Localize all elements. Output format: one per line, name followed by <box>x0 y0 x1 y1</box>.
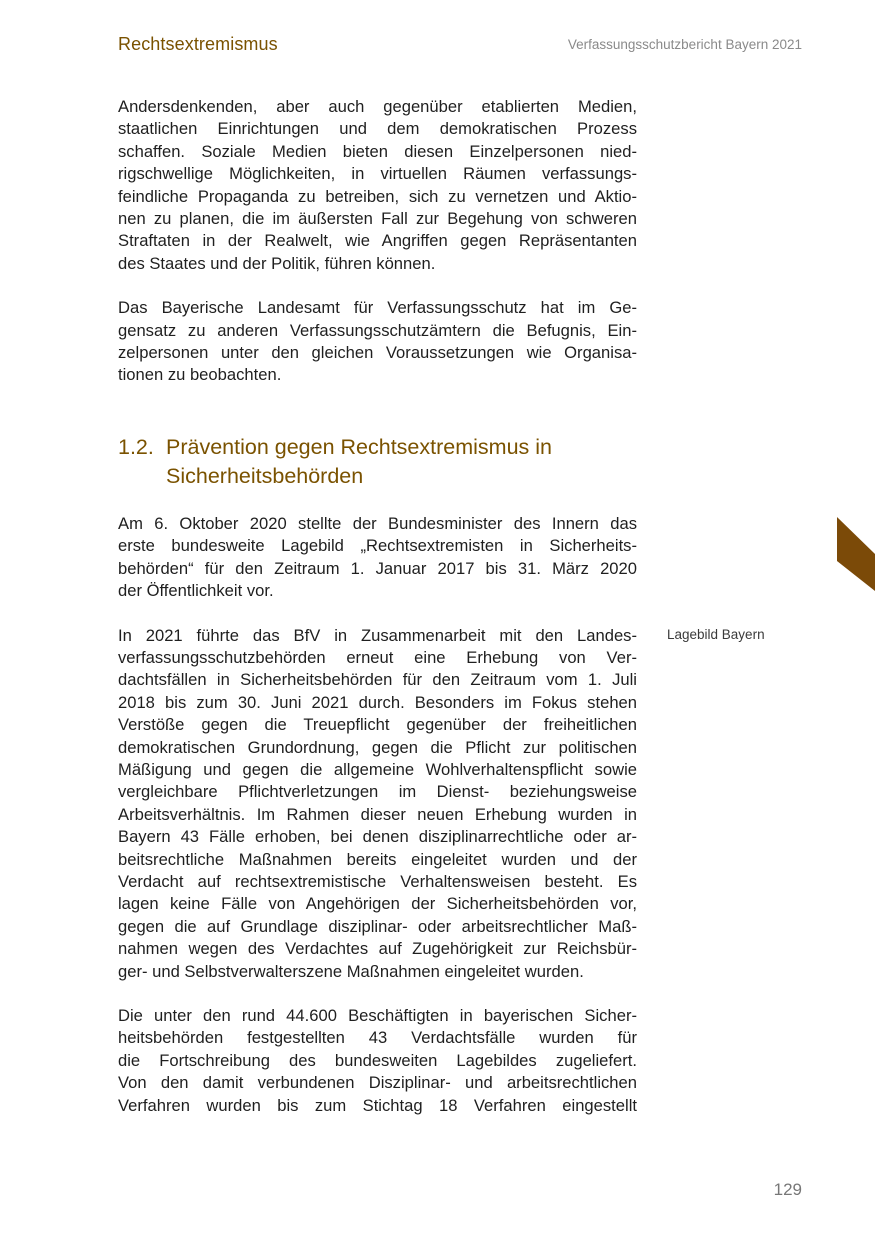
margin-note: Lagebild Bayern <box>667 627 765 642</box>
paragraph-4 <box>118 625 637 984</box>
running-header-chapter: Rechtsextremismus <box>118 34 278 54</box>
text-line: Am 6. Oktober 2020 stellte der Bundesminister des Innern das <box>118 513 637 533</box>
text-line: Bayern 43 Fälle erhoben, bei denen disziplinarrechtliche oder ar- <box>118 827 637 847</box>
section-title-line-2: Sicherheitsbehörden <box>166 463 364 488</box>
text-line: zelpersonen unter den gleichen Voraussetzungen wie Organisa- <box>118 343 637 363</box>
text-line: der Öffentlichkeit vor. <box>118 581 274 601</box>
text-line: Verfahren wurden bis zum Stichtag 18 Verfahren eingestellt <box>118 1095 637 1115</box>
text-line: nahmen wegen des Verdachtes auf Zugehörigkeit zur Reichsbür- <box>118 939 637 959</box>
text-line: erste bundesweite Lagebild „Rechtsextremisten in Sicherheits- <box>118 536 637 556</box>
section-title-line-1: Prävention gegen Rechtsextremismus in <box>166 434 552 459</box>
text-line: gensatz zu anderen Verfassungsschutzämtern die Befugnis, Ein- <box>118 320 637 340</box>
paragraph-1 <box>118 96 637 275</box>
text-line: des Staates und der Politik, führen können. <box>118 253 436 273</box>
paragraph-5 <box>118 1005 637 1117</box>
text-line: nen zu planen, die im äußersten Fall zur Begehung von schweren <box>118 209 637 229</box>
text-line: Verdacht auf rechtsextremistische Verhaltensweisen besteht. Es <box>118 871 637 891</box>
text-line: behörden“ für den Zeitraum 1. Januar 2017 bis 31. März 2020 <box>118 558 637 578</box>
text-line: gegen die auf Grundlage disziplinar- oder arbeitsrechtlicher Maß- <box>118 916 637 936</box>
text-line: heitsbehörden festgestellten 43 Verdachtsfälle wurden für <box>118 1028 637 1048</box>
text-line: staatlichen Einrichtungen und dem demokratischen Prozess <box>118 119 637 139</box>
text-line: beitsrechtliche Maßnahmen bereits eingeleitet wurden und der <box>118 849 637 869</box>
text-line: demokratischen Grundordnung, gegen die Pflicht zur politischen <box>118 737 637 757</box>
text-line: vergleichbare Pflichtverletzungen im Dienst- beziehungsweise <box>118 782 637 802</box>
text-line: Die unter den rund 44.600 Beschäftigten in bayerischen Sicher- <box>118 1006 637 1025</box>
main-content <box>118 96 637 1117</box>
text-line: Straftaten in der Realwelt, wie Angriffen gegen Repräsentanten <box>118 231 637 251</box>
chapter-tab-marker <box>837 517 875 591</box>
text-line: Andersdenkenden, aber auch gegenüber etablierten Medien, <box>118 97 637 116</box>
running-header-report-title: Verfassungsschutzbericht Bayern 2021 <box>567 37 802 52</box>
text-line: tionen zu beobachten. <box>118 365 282 385</box>
paragraph-2 <box>118 297 637 387</box>
text-line: In 2021 führte das BfV in Zusammenarbeit mit den Landes- <box>118 625 637 645</box>
text-line: Mäßigung und gegen die allgemeine Wohlverhaltenspflicht sowie <box>118 759 637 779</box>
section-number: 1.2. <box>118 434 154 459</box>
paragraph-3 <box>118 513 637 603</box>
page-number: 129 <box>773 1180 802 1199</box>
text-line: schaffen. Soziale Medien bieten diesen Einzelpersonen nied- <box>118 141 637 161</box>
text-line: lagen keine Fälle von Angehörigen der Sicherheitsbehörden vor, <box>118 894 637 914</box>
text-line: ger- und Selbstverwalterszene Maßnahmen eingeleitet wurden. <box>118 961 584 981</box>
text-line: Von den damit verbundenen Disziplinar- und arbeitsrechtlichen <box>118 1073 637 1093</box>
text-line: 2018 bis zum 30. Juni 2021 durch. Besonders im Fokus stehen <box>118 692 637 712</box>
section-heading <box>118 433 637 491</box>
chapter-tab-shape <box>837 517 875 591</box>
text-line: Arbeitsverhältnis. Im Rahmen dieser neuen Erhebung wurden in <box>118 804 637 824</box>
text-line: feindliche Propaganda zu betreiben, sich zu vernetzen und Aktio- <box>118 186 637 206</box>
text-line: rigschwellige Möglichkeiten, in virtuellen Räumen verfassungs- <box>118 164 637 184</box>
text-line: die Fortschreibung des bundesweiten Lagebildes zugeliefert. <box>118 1050 637 1070</box>
text-line: dachtsfällen in Sicherheitsbehörden für den Zeitraum vom 1. Juli <box>118 670 637 690</box>
text-line: Verstöße gegen die Treuepflicht gegenüber der freiheitlichen <box>118 715 637 735</box>
text-line: verfassungsschutzbehörden erneut eine Erhebung von Ver- <box>118 647 637 667</box>
text-line: Das Bayerische Landesamt für Verfassungsschutz hat im Ge- <box>118 298 637 318</box>
